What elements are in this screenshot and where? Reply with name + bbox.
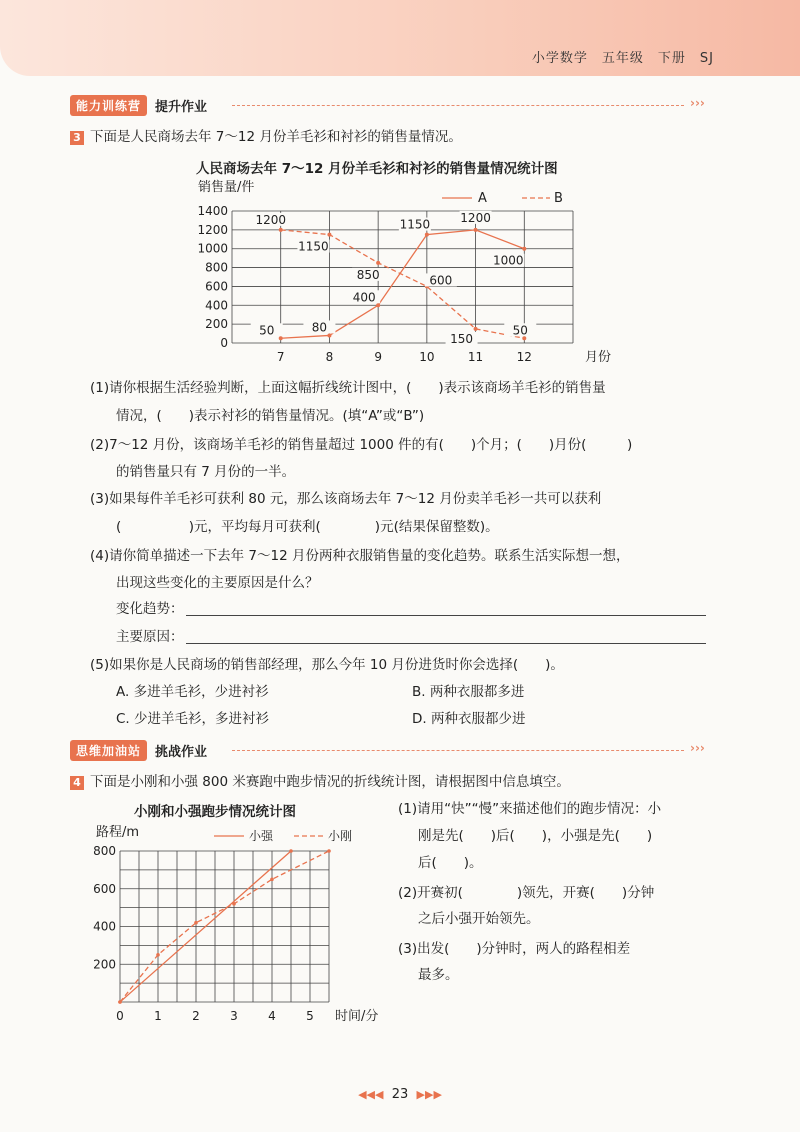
y-tick-label: 400 [93, 919, 116, 934]
data-point-A [327, 333, 331, 337]
chart2-title: 小刚和小强跑步情况统计图 [134, 804, 296, 820]
book-info: 小学数学 五年级 下册 SJ [531, 51, 714, 66]
y-tick-label: 600 [93, 881, 116, 896]
legend-label-A: A [478, 191, 487, 206]
section-divider [232, 105, 684, 106]
x-tick-label: 10 [419, 350, 435, 364]
x-axis-label: 时间/分 [335, 1009, 379, 1024]
data-point-小强 [289, 849, 293, 853]
q3-sub3-line1: (3)如果每件羊毛衫可获利 80 元，那么该商场去年 7～12 月份卖羊毛衫一共可以获利 [90, 491, 602, 507]
option-c[interactable]: C. 少进羊毛衫，多进衬衫 [116, 711, 270, 727]
chevron-right-icon: ››› [690, 96, 705, 110]
data-point-A [376, 303, 380, 307]
page-header-band [0, 0, 800, 76]
q3-sub4-line1: (4)请你简单描述一下去年 7～12 月份两种衣服销售量的变化趋势。联系生活实际想一想， [90, 548, 630, 564]
x-tick-label: 3 [230, 1009, 238, 1023]
page-footer [0, 1087, 800, 1102]
section-badge: 思维加油站 [70, 740, 147, 761]
y-tick-label: 1200 [197, 222, 228, 237]
q4-sub1-line1: (1)请用“快”“慢”来描述他们的跑步情况：小 [398, 801, 662, 817]
q3-intro: 3 下面是人民商场去年 7～12 月份羊毛衫和衬衫的销售量情况。 [70, 128, 462, 146]
data-label-B: 1150 [298, 239, 329, 254]
q3-sub5: (5)如果你是人民商场的销售部经理，那么今年 10 月份进货时你会选择( )。 [90, 657, 564, 673]
section-header-2 [70, 740, 207, 760]
data-point-B [327, 233, 331, 237]
data-point-B [279, 228, 283, 232]
question-number: 3 [70, 131, 84, 145]
q4-sub1-line2: 刚是先( )后( )，小强是先( ) [418, 828, 653, 844]
data-label-A: 1000 [493, 253, 524, 268]
x-tick-label: 9 [374, 350, 382, 364]
y-tick-label: 1400 [197, 204, 228, 218]
q4-intro: 4 下面是小刚和小强 800 米赛跑中跑步情况的折线统计图，请根据图中信息填空。 [70, 773, 570, 791]
y-tick-label: 400 [205, 298, 228, 313]
data-label-B: 1200 [255, 212, 286, 227]
data-point-A [474, 228, 478, 232]
q3-sub1-line2: 情况，( )表示衬衫的销售量情况。(填“A”或“B”) [116, 408, 425, 424]
x-tick-label: 5 [306, 1009, 314, 1023]
reason-answer-line[interactable] [186, 643, 706, 644]
trend-label: 变化趋势： [116, 601, 184, 617]
data-point-A [425, 233, 429, 237]
data-label-B: 850 [356, 267, 380, 282]
running-line-chart [84, 818, 404, 1028]
data-label-A: 400 [352, 290, 376, 305]
y-tick-label: 800 [205, 260, 228, 275]
q4-sub1-line3: 后( )。 [418, 855, 483, 871]
q4-sub3-line2: 最多。 [418, 967, 459, 983]
trend-answer-line[interactable] [186, 615, 706, 616]
q3-sub3-line2: ( )元，平均每月可获利( )元(结果保留整数)。 [116, 519, 499, 535]
x-axis-label: 月份 [585, 350, 612, 365]
data-label-A: 1150 [399, 217, 431, 232]
section-label: 提升作业 [155, 99, 208, 115]
data-point-小刚 [156, 953, 160, 957]
q4-sub3-line1: (3)出发( )分钟时，两人的路程相差 [398, 941, 631, 957]
x-tick-label: 7 [276, 350, 285, 364]
prev-arrows-icon: ◀◀◀ [358, 1088, 384, 1101]
next-arrows-icon: ▶▶▶ [416, 1088, 442, 1101]
q4-sub2-line2: 之后小强开始领先。 [418, 911, 540, 927]
legend-label-xiaoqiang: 小强 [249, 829, 274, 843]
option-a[interactable]: A. 多进羊毛衫，少进衬衫 [116, 684, 269, 700]
page-number: 23 [391, 1087, 409, 1102]
data-label-A: 1200 [460, 210, 491, 225]
y-axis-label: 路程/m [96, 825, 140, 840]
data-label-B: 150 [450, 331, 474, 346]
y-tick-label: 200 [205, 317, 228, 332]
data-point-B [474, 327, 478, 331]
q3-sub1-line1: (1)请你根据生活经验判断，上面这幅折线统计图中，( )表示该商场羊毛衫的销售量 [90, 380, 606, 396]
x-tick-label: 0 [116, 1009, 124, 1023]
sales-line-chart [180, 175, 620, 370]
x-tick-label: 2 [192, 1009, 200, 1023]
y-axis-label: 销售量/件 [198, 180, 255, 195]
x-tick-label: 11 [467, 350, 484, 364]
x-tick-label: 1 [154, 1009, 162, 1023]
chart1-title: 人民商场去年 7～12 月份羊毛衫和衬衫的销售量情况统计图 [196, 161, 558, 177]
data-point-小刚 [118, 1000, 122, 1004]
data-label-B: 600 [429, 273, 453, 288]
data-label-A: 80 [311, 320, 328, 335]
q3-sub2-line1: (2)7～12 月份，该商场羊毛衫的销售量超过 1000 件的有( )个月；( )月份( ) [90, 437, 633, 453]
option-b[interactable]: B. 两种衣服都多进 [412, 684, 525, 700]
chevron-right-icon: ››› [690, 741, 705, 755]
x-tick-label: 4 [268, 1009, 276, 1023]
y-tick-label: 1000 [197, 241, 228, 256]
option-d[interactable]: D. 两种衣服都少进 [412, 711, 526, 727]
data-point-小刚 [327, 849, 331, 853]
data-point-小刚 [232, 902, 236, 906]
y-tick-label: 200 [93, 957, 116, 972]
data-point-小刚 [270, 878, 274, 882]
y-tick-label: 800 [93, 844, 116, 858]
legend-label-B: B [554, 191, 563, 206]
data-point-B [376, 261, 380, 265]
section-divider [232, 750, 684, 751]
q3-sub4-line2: 出现这些变化的主要原因是什么？ [116, 575, 319, 591]
section-badge: 能力训练营 [70, 95, 147, 116]
y-tick-label: 0 [220, 336, 228, 350]
legend-label-xiaogang: 小刚 [328, 829, 353, 843]
reason-label: 主要原因： [116, 629, 184, 645]
question-number: 4 [70, 776, 84, 790]
q3-sub2-line2: 的销售量只有 7 月份的一半。 [116, 464, 296, 480]
data-point-A [279, 336, 283, 340]
data-label-B: 50 [512, 323, 528, 338]
section-label: 挑战作业 [155, 744, 208, 760]
x-tick-label: 8 [325, 350, 334, 364]
data-label-A: 50 [259, 323, 275, 338]
data-point-小刚 [194, 921, 198, 925]
y-tick-label: 600 [205, 279, 228, 294]
q4-sub2-line1: (2)开赛初( )领先，开赛( )分钟 [398, 885, 655, 901]
section-header-1 [70, 95, 207, 115]
x-tick-label: 12 [516, 350, 532, 364]
data-point-A [522, 247, 526, 251]
